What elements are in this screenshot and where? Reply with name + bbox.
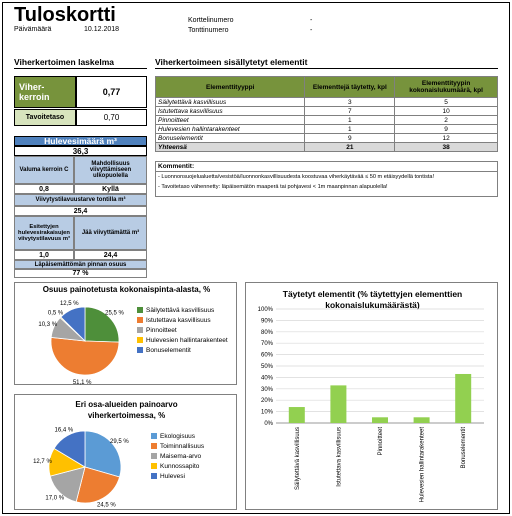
pie-weights-slice-label: 24,5 % (97, 502, 116, 509)
bar-chart-filled (245, 282, 498, 510)
runoff-coef-value: 0,8 (14, 184, 74, 194)
element-filled: 9 (305, 134, 395, 143)
legend-label: Kunnossapito (160, 462, 200, 470)
legend-swatch (137, 347, 143, 353)
page-title: Tuloskortti (14, 4, 116, 26)
legend-swatch (137, 337, 143, 343)
legend-item (137, 335, 228, 345)
table-row (156, 116, 498, 125)
date-value: 10.12.2018 (84, 26, 120, 33)
pie-area-legend (137, 305, 228, 355)
calc-title: Viherkertoimen laskelma (14, 57, 147, 69)
outside-retention-label: Mahdollisuus viivyttämiseen ulkopuolella (74, 156, 147, 184)
green-factor-value: 0,77 (76, 76, 147, 108)
pie-weights-svg (15, 395, 238, 511)
y-tick-label: 70% (260, 341, 273, 348)
pie-area-title: Osuus painotetusta kokonaispinta-alasta, % (42, 285, 211, 294)
element-name: Bonuselementit (156, 134, 305, 143)
legend-item (151, 431, 204, 441)
pie-weights-legend (151, 431, 204, 481)
comments-line-2: - Tavoitetaso vähennetty: läpäisemätön maaperä tai pohjavesi < 1m maanpinnan alapuolella! (158, 184, 388, 190)
comments-box (155, 161, 498, 197)
col-header-total: Elementtityypin kokonaislukumäärä, kpl (395, 77, 498, 98)
element-filled: 3 (305, 98, 395, 107)
y-tick-label: 80% (260, 329, 273, 336)
built-retention-label: Esitettyjen hulevesirakaisujen viivytystilavuus m³ (14, 216, 74, 250)
legend-label: Ekologisuus (160, 432, 196, 440)
bar-svg (246, 283, 499, 511)
bar-title: Täytetyt elementit (% täytettyjen elementtien kokonaislukumäärästä) (282, 289, 463, 310)
x-tick-label: Säilytettävä kasvillisuus (294, 427, 301, 491)
pie-weights-slice-label: 12,7 % (33, 458, 52, 465)
storm-title: Hulevesimäärä m³ (14, 136, 147, 146)
y-tick-label: 20% (260, 398, 273, 405)
x-tick-label: Pinnoitteet (378, 427, 384, 456)
y-tick-label: 10% (260, 409, 273, 416)
legend-item (137, 325, 228, 335)
plot-value: - (310, 27, 313, 34)
legend-swatch (137, 327, 143, 333)
table-row (156, 134, 498, 143)
storm-total: 36,3 (14, 146, 147, 156)
y-tick-label: 50% (260, 364, 273, 370)
bar-1 (289, 407, 305, 423)
legend-swatch (151, 463, 157, 469)
element-total: 9 (395, 125, 498, 134)
legend-label: Hulevesien hallintarakenteet (146, 336, 228, 344)
legend-swatch (151, 433, 157, 439)
retention-need-value: 25,4 (14, 206, 147, 216)
sum-label: Yhteensä (156, 143, 305, 152)
elements-table (155, 76, 498, 152)
legend-item (137, 345, 228, 355)
pie-area-slice-label: 51,1 % (72, 379, 92, 386)
y-tick-label: 100% (257, 307, 273, 313)
plot-label: Tonttinumero (188, 27, 229, 34)
bar-5 (455, 374, 471, 423)
pie-chart-weights (14, 394, 237, 510)
element-total: 2 (395, 116, 498, 125)
built-retention-value: 1,0 (14, 250, 74, 260)
green-factor-label: Viher- kerroin (14, 76, 76, 108)
comments-line-1: - Luonnonsuojelualuetta/vesistöä/luonnonkasvillisuudesta koostuvaa viherkäytävää ≤ 50 m etäisyydellä tontista! (158, 174, 435, 180)
element-total: 5 (395, 98, 498, 107)
legend-item (151, 471, 204, 481)
y-tick-label: 60% (260, 352, 273, 359)
outside-retention-value: Kyllä (74, 184, 147, 194)
pie-weights-title: Eri osa-alueiden painoarvo viherkertoimessa, % (75, 400, 178, 420)
element-name: Säilytettävä kasvillisuus (156, 98, 305, 107)
element-filled: 1 (305, 125, 395, 134)
retention-need-label: Viivytystilavuustarve tontilla m³ (14, 194, 147, 206)
legend-label: Toiminnallisuus (160, 442, 205, 450)
date-label: Päivämäärä (14, 26, 52, 33)
sum-filled: 21 (305, 143, 395, 152)
legend-label: Maisema-arvo (160, 452, 202, 460)
x-tick-label: Bonuselementit (461, 427, 468, 469)
legend-swatch (151, 453, 157, 459)
element-filled: 1 (305, 116, 395, 125)
legend-swatch (151, 443, 157, 449)
pie-area-slice-2 (51, 337, 119, 375)
legend-label: Bonuselementit (146, 346, 191, 354)
element-name: Pinnoitteet (156, 116, 305, 125)
element-total: 12 (395, 134, 498, 143)
pie-area-slice-label: 25,5 % (105, 310, 124, 317)
target-value: 0,70 (76, 109, 147, 126)
legend-item (151, 441, 204, 451)
element-total: 10 (395, 107, 498, 116)
legend-swatch (137, 317, 143, 323)
legend-swatch (137, 307, 143, 313)
x-tick-label: Hulevesien hallintarakenteet (419, 427, 426, 503)
y-tick-label: 30% (260, 386, 273, 393)
legend-swatch (151, 473, 157, 479)
legend-label: Hulevesi (160, 472, 185, 480)
legend-label: Istutettava kasvillisuus (146, 316, 211, 324)
comments-title: Kommentit: (156, 162, 497, 172)
legend-item (137, 305, 228, 315)
pie-area-slice-label: 0,5 % (47, 310, 64, 317)
element-name: Istutettava kasvillisuus (156, 107, 305, 116)
pie-weights-slice-label: 16,4 % (54, 427, 74, 434)
unretained-value: 24,4 (74, 250, 147, 260)
bar-4 (414, 417, 430, 423)
target-label: Tavoitetaso (14, 109, 76, 126)
sum-total: 38 (395, 143, 498, 152)
col-header-type: Elementtityyppi (156, 77, 305, 98)
block-value: - (310, 17, 313, 24)
pie-weights-slice-label: 29,5 % (110, 439, 129, 446)
elements-title: Viherkertoimeen sisällytetyt elementit (155, 57, 498, 69)
y-tick-label: 40% (260, 375, 273, 382)
table-row (156, 98, 498, 107)
x-tick-label: Istutettava kasvillisuus (336, 427, 343, 487)
element-name: Hulevesien hallintarakenteet (156, 125, 305, 134)
block-label: Korttelinumero (188, 17, 234, 24)
impervious-label: Läpäisemättömän pinnan osuus (14, 260, 147, 269)
runoff-coef-label: Valuma kerroin C (14, 156, 74, 184)
y-tick-label: 0% (264, 421, 273, 427)
pie-weights-slice-label: 17,0 % (45, 495, 65, 502)
impervious-value: 77 % (14, 269, 147, 278)
legend-label: Säilytettävä kasvillisuus (146, 306, 215, 314)
table-row (156, 107, 498, 116)
unretained-label: Jää viivyttämättä m³ (74, 216, 147, 250)
legend-item (151, 461, 204, 471)
bar-3 (372, 417, 388, 423)
pie-area-slice-label: 12,5 % (59, 301, 79, 308)
table-row (156, 125, 498, 134)
element-filled: 7 (305, 107, 395, 116)
pie-area-slice-label: 10,3 % (38, 321, 58, 328)
bar-2 (330, 385, 346, 423)
legend-item (137, 315, 228, 325)
legend-label: Pinnoitteet (146, 326, 177, 334)
col-header-filled: Elementtejä täytetty, kpl (305, 77, 395, 98)
y-tick-label: 90% (260, 318, 273, 325)
pie-chart-area (14, 282, 237, 385)
legend-item (151, 451, 204, 461)
